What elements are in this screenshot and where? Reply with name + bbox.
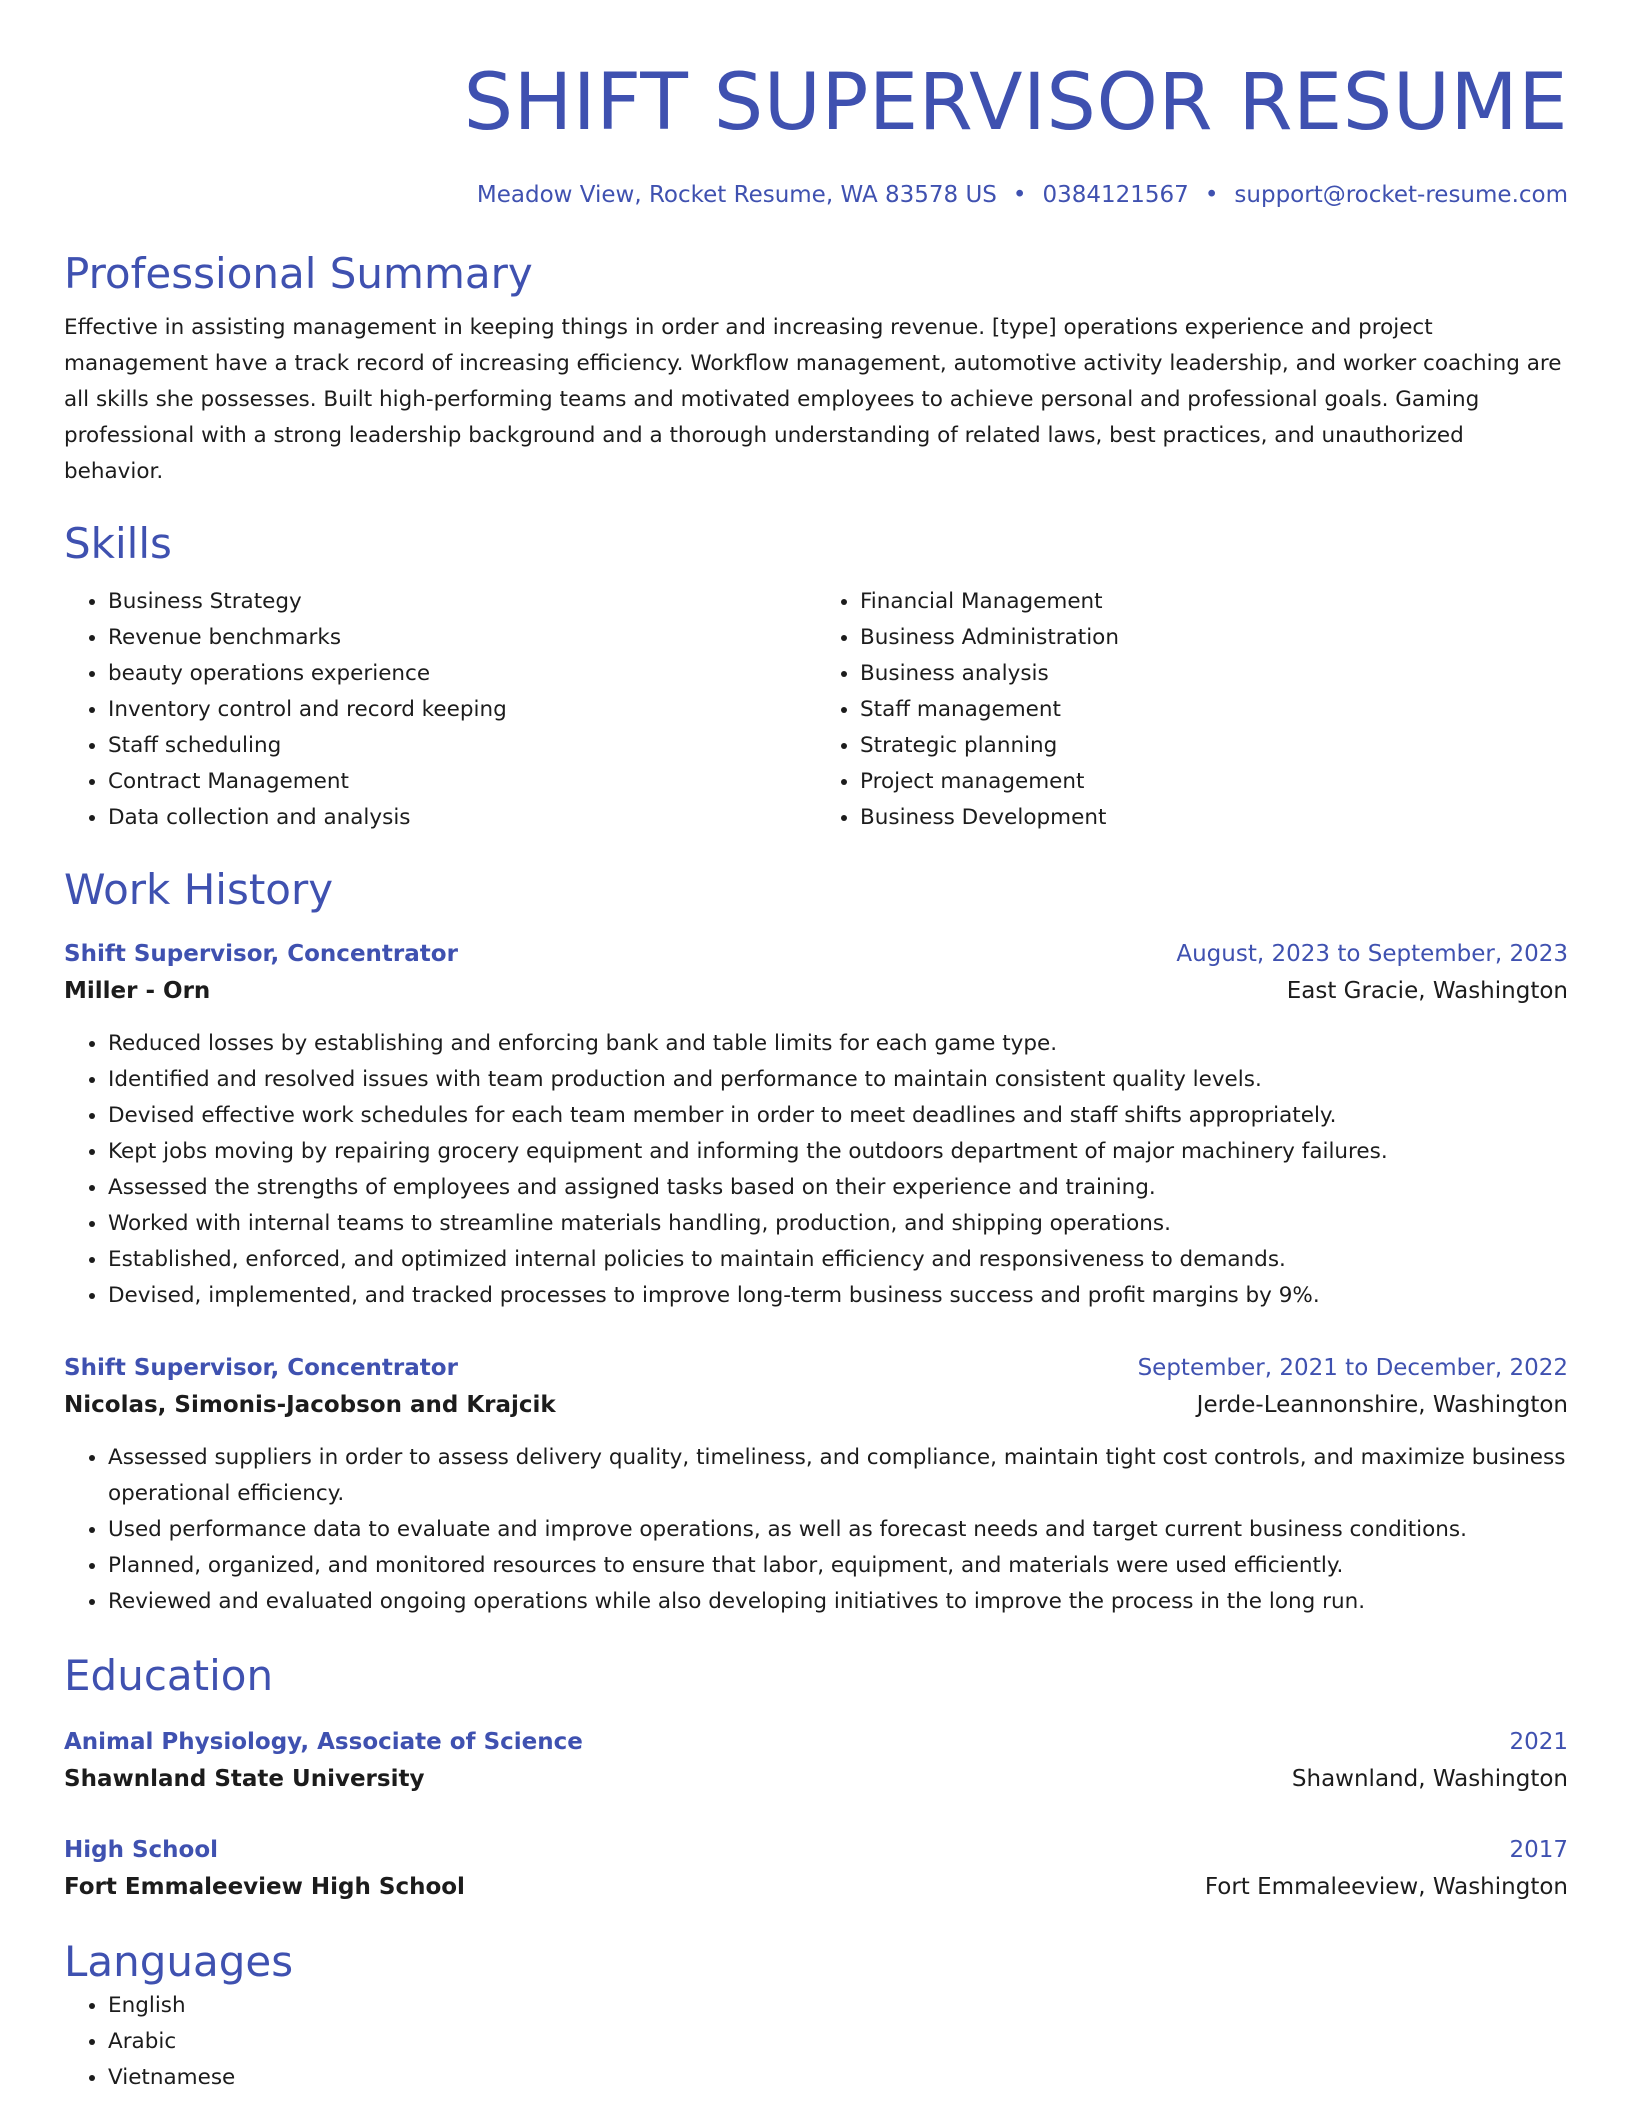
job-bullet: • Used performance data to evaluate and improve operations, as well as forecast needs and target current business conditions.	[108, 1512, 1568, 1548]
skills-list-right	[816, 584, 1568, 836]
education-header-row	[64, 1724, 1568, 1760]
summary-heading: Professional Summary	[64, 249, 533, 298]
skill-item: • Business analysis	[860, 656, 1568, 692]
skill-item: • Contract Management	[108, 764, 816, 800]
skill-item: • Staff management	[860, 692, 1568, 728]
skills-list-left	[64, 584, 816, 836]
skills-heading: Skills	[64, 519, 172, 568]
job-bullets	[64, 1026, 1568, 1314]
education-school-row	[64, 1760, 1568, 1798]
skills-columns	[64, 584, 1568, 836]
contact-phone: 0384121567	[1042, 182, 1189, 208]
contact-separator: •	[1204, 182, 1219, 208]
languages-heading: Languages	[64, 1937, 294, 1986]
languages-list	[64, 1988, 1568, 2096]
education-degree: High School	[64, 1837, 219, 1863]
job-entry	[64, 936, 1568, 1314]
skill-item: • Data collection and analysis	[108, 800, 816, 836]
job-dates: August, 2023 to September, 2023	[1176, 941, 1568, 967]
job-bullet: • Identified and resolved issues with team production and performance to maintain consistent quality levels.	[108, 1062, 1568, 1098]
job-bullets	[64, 1440, 1568, 1620]
skill-item: • Staff scheduling	[108, 728, 816, 764]
skill-item: • Strategic planning	[860, 728, 1568, 764]
work-history-heading: Work History	[64, 865, 334, 914]
job-bullet: • Worked with internal teams to streamline materials handling, production, and shipping operations.	[108, 1206, 1568, 1242]
job-bullet: • Devised effective work schedules for each team member in order to meet deadlines and staff shifts appropriately.	[108, 1098, 1568, 1134]
education-entry	[64, 1832, 1568, 1906]
education-header-row	[64, 1832, 1568, 1868]
language-item: • English	[108, 1988, 1568, 2024]
skill-item: • Revenue benchmarks	[108, 620, 816, 656]
job-company-row	[64, 972, 1568, 1010]
job-dates: September, 2021 to December, 2022	[1137, 1355, 1568, 1381]
job-location: East Gracie, Washington	[1286, 978, 1568, 1004]
contact-email[interactable]: support@rocket-resume.com	[1234, 182, 1568, 208]
job-bullet: • Reviewed and evaluated ongoing operations while also developing initiatives to improve the process in the long run.	[108, 1584, 1568, 1620]
job-header-row	[64, 936, 1568, 972]
education-year: 2017	[1509, 1837, 1568, 1863]
education-school-row	[64, 1868, 1568, 1906]
job-role: Shift Supervisor, Concentrator	[64, 941, 458, 967]
job-company: Nicolas, Simonis-Jacobson and Krajcik	[64, 1392, 556, 1418]
resume-header	[64, 58, 1568, 210]
education-heading: Education	[64, 1651, 274, 1700]
education-degree: Animal Physiology, Associate of Science	[64, 1729, 583, 1755]
education-entry	[64, 1724, 1568, 1798]
job-header-row	[64, 1350, 1568, 1386]
job-bullet: • Kept jobs moving by repairing grocery equipment and informing the outdoors department of major machinery failures.	[108, 1134, 1568, 1170]
job-company: Miller - Orn	[64, 978, 211, 1004]
job-bullet: • Established, enforced, and optimized internal policies to maintain efficiency and responsiveness to demands.	[108, 1242, 1568, 1278]
skill-item: • beauty operations experience	[108, 656, 816, 692]
job-location: Jerde-Leannonshire, Washington	[1196, 1392, 1568, 1418]
education-location: Fort Emmaleeview, Washington	[1204, 1874, 1568, 1900]
job-company-row	[64, 1386, 1568, 1424]
job-role: Shift Supervisor, Concentrator	[64, 1355, 458, 1381]
resume-title: SHIFT SUPERVISOR RESUME	[463, 58, 1568, 148]
skill-item: • Business Administration	[860, 620, 1568, 656]
skill-item: • Business Development	[860, 800, 1568, 836]
contact-address: Meadow View, Rocket Resume, WA 83578 US	[476, 182, 997, 208]
job-entry	[64, 1350, 1568, 1620]
skill-item: • Project management	[860, 764, 1568, 800]
education-school: Shawnland State University	[64, 1766, 425, 1792]
language-item: • Arabic	[108, 2024, 1568, 2060]
skill-item: • Business Strategy	[108, 584, 816, 620]
contact-line	[64, 180, 1568, 210]
summary-text: Effective in assisting management in keeping things in order and increasing revenue. [type] operations experience and project management have a track record of increasing efficiency. Workflow management, automotive activity leadership, and worker coaching are all skills she possesses. Built high-performing teams and motivated employees to achieve personal and professional goals. Gaming professional with a strong leadership background and a thorough understanding of related laws, best practices, and unauthorized behavior.	[64, 315, 1562, 484]
skill-item: • Financial Management	[860, 584, 1568, 620]
job-bullet: • Devised, implemented, and tracked processes to improve long-term business success and profit margins by 9%.	[108, 1278, 1568, 1314]
education-school: Fort Emmaleeview High School	[64, 1874, 465, 1900]
job-bullet: • Reduced losses by establishing and enforcing bank and table limits for each game type.	[108, 1026, 1568, 1062]
skill-item: • Inventory control and record keeping	[108, 692, 816, 728]
contact-separator: •	[1012, 182, 1027, 208]
education-location: Shawnland, Washington	[1291, 1766, 1568, 1792]
job-bullet: • Planned, organized, and monitored resources to ensure that labor, equipment, and materials were used efficiently.	[108, 1548, 1568, 1584]
education-year: 2021	[1509, 1729, 1568, 1755]
job-bullet: • Assessed suppliers in order to assess delivery quality, timeliness, and compliance, maintain tight cost controls, and maximize business operational efficiency.	[108, 1440, 1568, 1512]
language-item: • Vietnamese	[108, 2060, 1568, 2096]
job-bullet: • Assessed the strengths of employees and assigned tasks based on their experience and training.	[108, 1170, 1568, 1206]
